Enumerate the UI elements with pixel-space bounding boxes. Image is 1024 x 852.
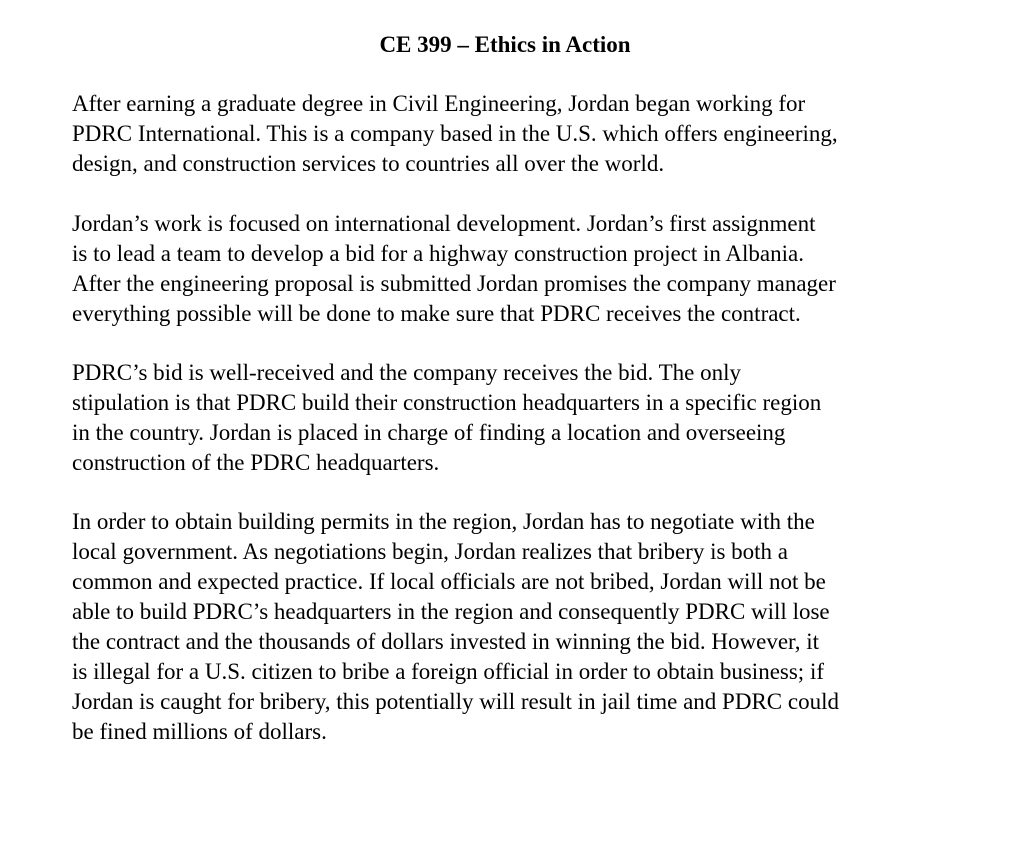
paragraph-4	[72, 507, 952, 747]
paragraph-line: be fined millions of dollars.	[72, 719, 327, 744]
document-title: CE 399 – Ethics in Action	[379, 32, 631, 57]
paragraph-line: the contract and the thousands of dollars invested in winning the bid. However, it	[72, 629, 820, 654]
paragraph-line: After the engineering proposal is submitted Jordan promises the company manager	[72, 271, 836, 296]
paragraph-line: everything possible will be done to make sure that PDRC receives the contract.	[72, 301, 801, 326]
paragraph-line: PDRC’s bid is well-received and the company receives the bid. The only	[72, 360, 741, 385]
paragraph-2	[72, 209, 952, 329]
paragraph-line: is illegal for a U.S. citizen to bribe a foreign official in order to obtain business; if	[72, 659, 824, 684]
paragraph-line: common and expected practice. If local officials are not bribed, Jordan will not be	[72, 569, 826, 594]
paragraph-line: able to build PDRC’s headquarters in the region and consequently PDRC will lose	[72, 599, 830, 624]
paragraph-line: Jordan is caught for bribery, this potentially will result in jail time and PDRC could	[72, 689, 839, 714]
paragraph-line: is to lead a team to develop a bid for a highway construction project in Albania.	[72, 241, 804, 266]
paragraph-line: stipulation is that PDRC build their construction headquarters in a specific region	[72, 390, 822, 415]
paragraph-line: In order to obtain building permits in the region, Jordan has to negotiate with the	[72, 509, 815, 534]
paragraph-line: PDRC International. This is a company based in the U.S. which offers engineering,	[72, 121, 838, 146]
paragraph-line: design, and construction services to countries all over the world.	[72, 151, 665, 176]
paragraph-line: Jordan’s work is focused on international development. Jordan’s first assignment	[72, 211, 816, 236]
paragraph-line: After earning a graduate degree in Civil Engineering, Jordan began working for	[72, 91, 806, 116]
paragraph-3	[72, 358, 952, 478]
paragraph-line: construction of the PDRC headquarters.	[72, 450, 440, 475]
paragraph-line: in the country. Jordan is placed in charge of finding a location and overseeing	[72, 420, 786, 445]
paragraph-line: local government. As negotiations begin, Jordan realizes that bribery is both a	[72, 539, 789, 564]
paragraph-1	[72, 89, 952, 179]
